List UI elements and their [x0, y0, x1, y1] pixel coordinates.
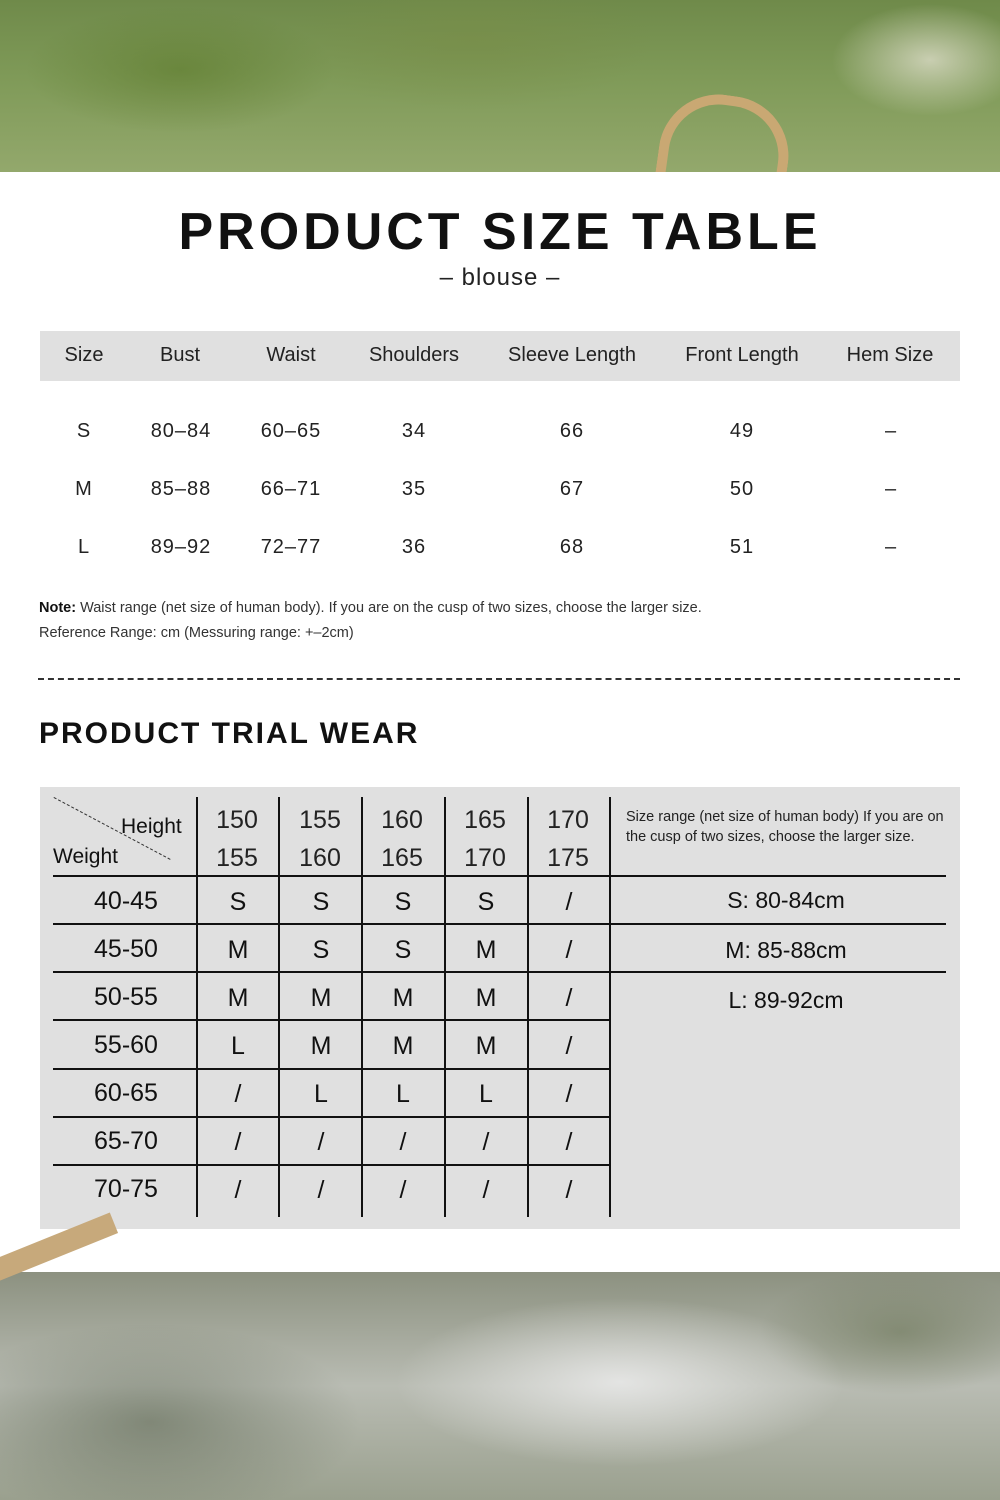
header-front-length: Front Length — [685, 344, 799, 366]
size-cell: M — [392, 1032, 414, 1060]
grid-line — [609, 797, 611, 1217]
size-cell: / — [565, 888, 573, 916]
trial-wear-title: PRODUCT TRIAL WEAR — [39, 717, 420, 750]
height-to: 175 — [547, 844, 589, 872]
weight-label: 70-75 — [94, 1175, 158, 1203]
size-cell: / — [565, 1128, 573, 1156]
row-sleeve-length: 67 — [559, 478, 585, 500]
size-cell: M — [392, 984, 414, 1012]
size-cell: / — [317, 1128, 325, 1156]
table-row — [40, 412, 960, 452]
row-shoulders: 35 — [401, 478, 427, 500]
note-line — [39, 596, 702, 621]
height-header — [547, 801, 589, 877]
size-chart-panel — [0, 172, 1000, 1272]
grid-line — [527, 797, 529, 1217]
size-cell: / — [317, 1176, 325, 1204]
reference-range: Reference Range: cm (Messuring range: +–2cm) — [39, 625, 354, 641]
size-cell: L — [231, 1032, 245, 1060]
row-size: L — [77, 536, 91, 558]
grid-line — [53, 1116, 610, 1118]
dashed-divider — [38, 678, 960, 680]
size-cell: M — [475, 936, 497, 964]
grid-line — [361, 797, 363, 1217]
weight-label: 45-50 — [94, 935, 158, 963]
grid-line — [444, 797, 446, 1217]
weight-label: 65-70 — [94, 1127, 158, 1155]
size-cell: M — [310, 984, 332, 1012]
table-row — [40, 470, 960, 510]
height-from: 155 — [299, 806, 341, 834]
size-cell: / — [234, 1128, 242, 1156]
size-cell: / — [399, 1176, 407, 1204]
size-cell: S — [312, 888, 330, 916]
size-cell: M — [310, 1032, 332, 1060]
note-label: Note: — [39, 600, 77, 616]
row-bust: 80–84 — [150, 420, 212, 442]
size-cell: / — [565, 984, 573, 1012]
header-waist: Waist — [266, 344, 316, 366]
row-shoulders: 34 — [401, 420, 427, 442]
size-cell: M — [475, 984, 497, 1012]
grid-line — [53, 1019, 610, 1021]
size-cell: S — [394, 888, 412, 916]
size-cell: / — [565, 1032, 573, 1060]
row-hem-size: – — [884, 420, 898, 442]
height-to: 165 — [381, 844, 423, 872]
grid-line — [278, 797, 280, 1217]
height-header — [381, 801, 423, 877]
grid-line — [53, 1164, 610, 1166]
height-to: 170 — [464, 844, 506, 872]
header-bust: Bust — [159, 344, 201, 366]
size-cell: / — [234, 1080, 242, 1108]
range-small: S: 80-84cm — [727, 887, 845, 913]
weight-label: 40-45 — [94, 887, 158, 915]
weight-label: 60-65 — [94, 1079, 158, 1107]
row-front-length: 49 — [729, 420, 755, 442]
page-title: PRODUCT SIZE TABLE — [178, 203, 822, 261]
basket-handle-image — [644, 87, 796, 172]
corner-height-label: Height — [121, 815, 182, 838]
range-medium: M: 85-88cm — [725, 937, 847, 963]
size-cell: S — [229, 888, 247, 916]
header-sleeve-length: Sleeve Length — [508, 344, 636, 366]
size-cell: S — [477, 888, 495, 916]
weight-label: 55-60 — [94, 1031, 158, 1059]
height-from: 160 — [381, 806, 423, 834]
bottom-background-photo — [0, 1272, 1000, 1500]
row-waist: 66–71 — [260, 478, 322, 500]
height-to: 155 — [216, 844, 258, 872]
row-size: S — [76, 420, 92, 442]
height-from: 165 — [464, 806, 506, 834]
row-front-length: 50 — [729, 478, 755, 500]
grid-line — [53, 971, 946, 973]
height-from: 170 — [547, 806, 589, 834]
corner-weight-label: Weight — [53, 845, 118, 868]
header-shoulders: Shoulders — [368, 344, 460, 366]
grid-line — [53, 1068, 610, 1070]
size-cell: L — [479, 1080, 493, 1108]
header-size: Size — [64, 344, 104, 366]
size-cell: M — [227, 984, 249, 1012]
row-hem-size: – — [884, 478, 898, 500]
size-cell: / — [399, 1128, 407, 1156]
size-cell: / — [565, 1176, 573, 1204]
top-background-photo — [0, 0, 1000, 172]
size-cell: L — [314, 1080, 328, 1108]
height-to: 160 — [299, 844, 341, 872]
row-waist: 60–65 — [260, 420, 322, 442]
size-cell: S — [312, 936, 330, 964]
trial-wear-grid — [40, 787, 960, 1229]
row-bust: 85–88 — [150, 478, 212, 500]
size-table-header — [40, 331, 960, 381]
range-large: L: 89-92cm — [728, 987, 844, 1013]
height-header — [464, 801, 506, 877]
size-cell: / — [482, 1128, 490, 1156]
row-waist: 72–77 — [260, 536, 322, 558]
size-cell: M — [475, 1032, 497, 1060]
size-range-note: Size range (net size of human body) If you are on the cusp of two sizes, choose the larger size. — [626, 809, 944, 845]
header-hem-size: Hem Size — [846, 344, 934, 366]
grid-line — [196, 797, 198, 1217]
size-cell: / — [565, 1080, 573, 1108]
size-cell: L — [396, 1080, 410, 1108]
size-cell: / — [565, 936, 573, 964]
row-bust: 89–92 — [150, 536, 212, 558]
row-sleeve-length: 66 — [559, 420, 585, 442]
note-text: Waist range (net size of human body). If you are on the cusp of two sizes, choose the larger size. — [76, 600, 702, 616]
table-row — [40, 528, 960, 568]
row-hem-size: – — [884, 536, 898, 558]
row-sleeve-length: 68 — [559, 536, 585, 558]
size-cell: M — [227, 936, 249, 964]
height-header — [299, 801, 341, 877]
size-cell: / — [234, 1176, 242, 1204]
size-cell: / — [482, 1176, 490, 1204]
size-note — [39, 596, 702, 646]
height-header — [216, 801, 258, 877]
page-subtitle: – blouse – — [439, 264, 561, 291]
weight-label: 50-55 — [94, 983, 158, 1011]
height-from: 150 — [216, 806, 258, 834]
grid-line — [53, 923, 946, 925]
size-cell: S — [394, 936, 412, 964]
row-front-length: 51 — [729, 536, 755, 558]
row-shoulders: 36 — [401, 536, 427, 558]
row-size: M — [75, 478, 93, 500]
